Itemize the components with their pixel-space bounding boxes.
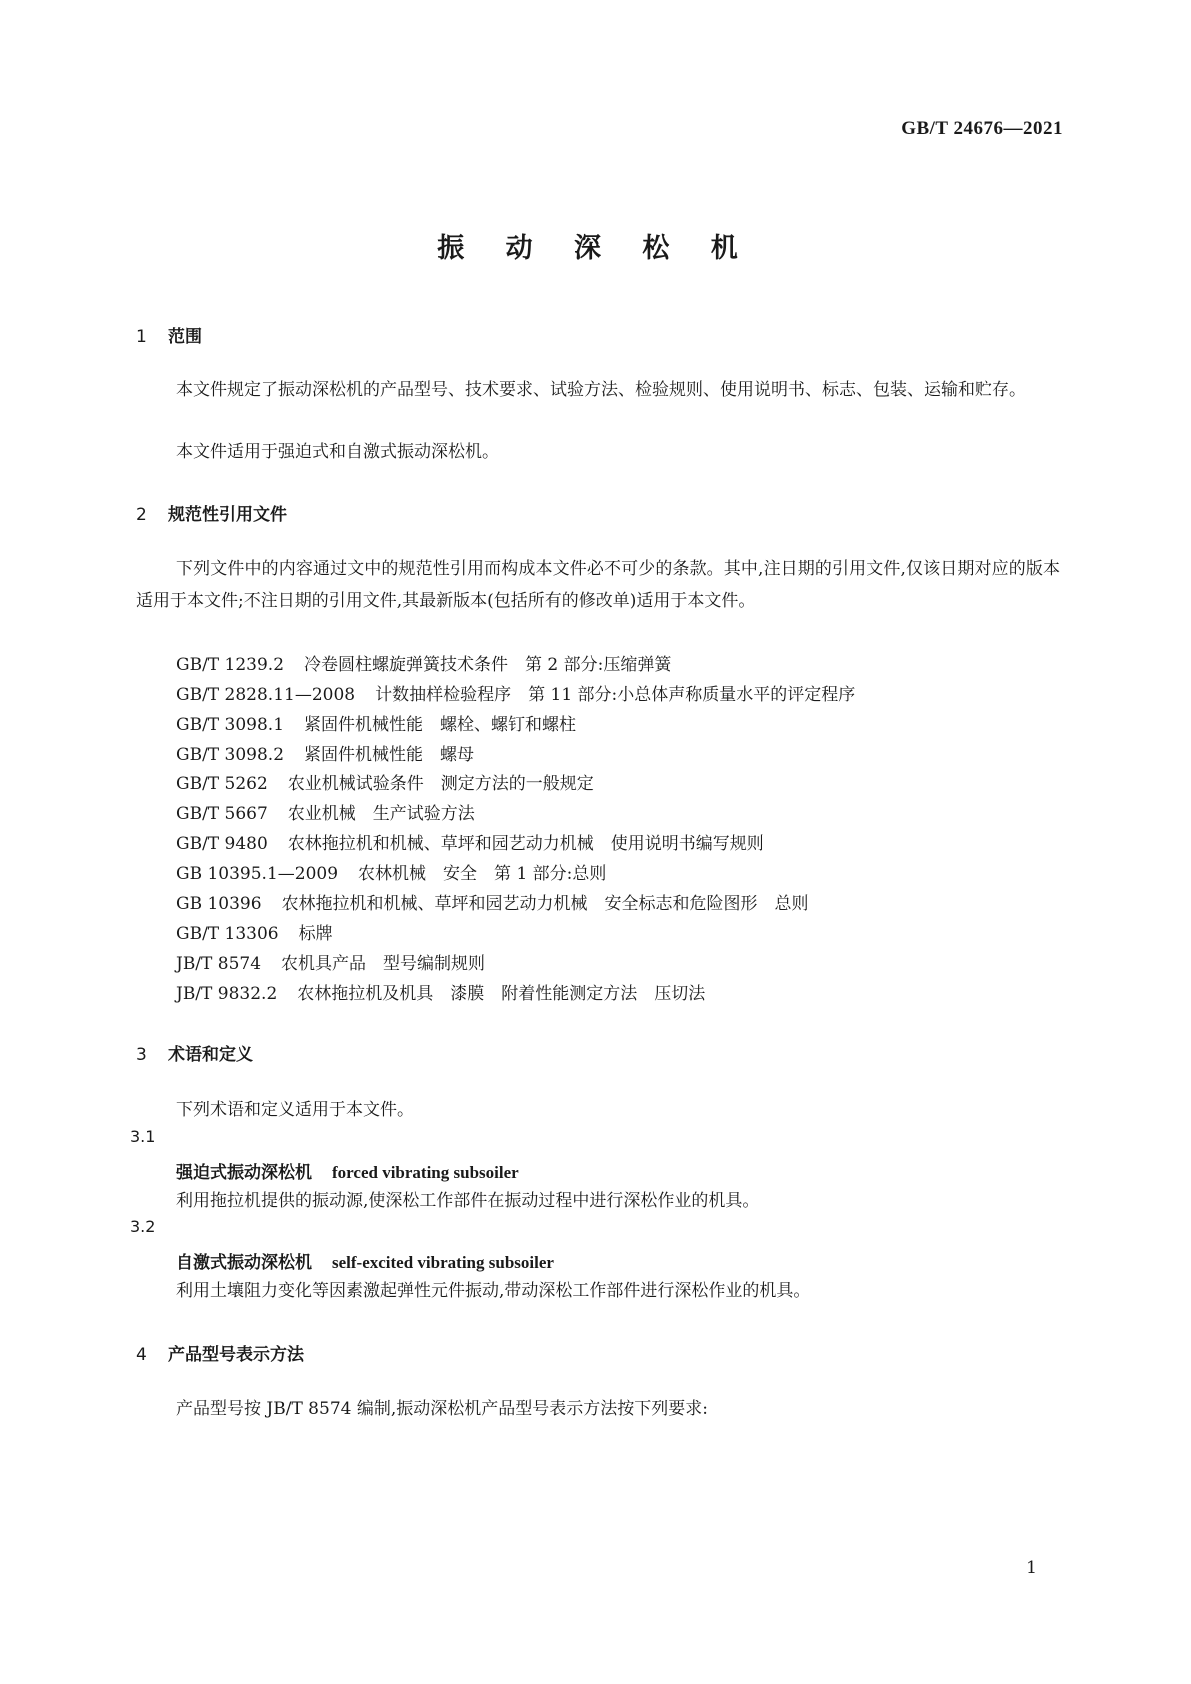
reference-title: 紧固件机械性能 螺母 — [304, 745, 475, 765]
terms-intro: 下列术语和定义适用于本文件。 — [176, 1100, 414, 1120]
reference-code: GB 10395.1—2009 — [176, 864, 339, 884]
term-number: 3.1 — [130, 1127, 156, 1146]
reference-title: 农林拖拉机及机具 漆膜 附着性能测定方法 压切法 — [297, 984, 706, 1004]
reference-item — [176, 769, 594, 794]
reference-title: 农林机械 安全 第 1 部分:总则 — [358, 864, 607, 884]
term-definition: 利用土壤阻力变化等因素激起弹性元件振动,带动深松工作部件进行深松作业的机具。 — [176, 1281, 811, 1301]
reference-title: 农林拖拉机和机械、草坪和园艺动力机械 安全标志和危险图形 总则 — [281, 894, 809, 914]
standard-number: GB/T 24676—2021 — [901, 118, 1063, 139]
model-intro: 产品型号按 JB/T 8574 编制,振动深松机产品型号表示方法按下列要求: — [176, 1399, 708, 1419]
scope-paragraph-1: 本文件规定了振动深松机的产品型号、技术要求、试验方法、检验规则、使用说明书、标志、包装、运输和贮存。 — [176, 380, 1026, 400]
reference-code: JB/T 8574 — [176, 954, 262, 974]
term-heading — [176, 1248, 554, 1273]
section-number: 4 — [136, 1345, 147, 1365]
section-title: 产品型号表示方法 — [168, 1345, 304, 1365]
normative-references-intro: 下列文件中的内容通过文中的规范性引用而构成本文件必不可少的条款。其中,注日期的引用文件,仅该日期对应的版本适用于本文件;不注日期的引用文件,其最新版本(包括所有的修改单)适用于本文件。 — [136, 559, 1060, 611]
reference-item — [176, 680, 855, 705]
reference-title: 计数抽样检验程序 第 11 部分:小总体声称质量水平的评定程序 — [375, 685, 856, 705]
reference-code: GB/T 3098.2 — [176, 745, 285, 765]
reference-item — [176, 710, 576, 735]
reference-code: GB/T 1239.2 — [176, 655, 285, 675]
reference-code: GB/T 5667 — [176, 804, 268, 824]
term-english: self-excited vibrating subsoiler — [332, 1253, 554, 1272]
reference-item — [176, 979, 705, 1004]
section-title: 范围 — [168, 327, 202, 347]
reference-code: GB/T 9480 — [176, 834, 268, 854]
reference-code: GB/T 2828.11—2008 — [176, 685, 356, 705]
reference-code: GB/T 5262 — [176, 774, 268, 794]
section-1-heading — [136, 322, 202, 347]
reference-item — [176, 949, 485, 974]
reference-item — [176, 650, 671, 675]
reference-code: GB/T 3098.1 — [176, 715, 285, 735]
term-english: forced vibrating subsoiler — [332, 1163, 519, 1182]
reference-item — [176, 889, 809, 914]
reference-title: 农机具产品 型号编制规则 — [281, 954, 486, 974]
section-title: 术语和定义 — [168, 1045, 253, 1065]
reference-title: 农业机械 生产试验方法 — [287, 804, 475, 824]
reference-item — [176, 740, 474, 765]
section-2-heading — [136, 500, 287, 525]
term-heading — [176, 1158, 519, 1183]
reference-code: GB 10396 — [176, 894, 262, 914]
term-number: 3.2 — [130, 1217, 156, 1236]
term-chinese: 强迫式振动深松机 — [176, 1163, 312, 1183]
reference-title: 标牌 — [298, 924, 333, 944]
section-number: 1 — [136, 327, 147, 347]
section-number: 2 — [136, 505, 147, 525]
reference-title: 紧固件机械性能 螺栓、螺钉和螺柱 — [304, 715, 577, 735]
term-definition: 利用拖拉机提供的振动源,使深松工作部件在振动过程中进行深松作业的机具。 — [176, 1191, 760, 1211]
section-title: 规范性引用文件 — [168, 505, 287, 525]
reference-code: GB/T 13306 — [176, 924, 279, 944]
term-chinese: 自激式振动深松机 — [176, 1253, 312, 1273]
reference-title: 农林拖拉机和机械、草坪和园艺动力机械 使用说明书编写规则 — [287, 834, 764, 854]
section-4-heading — [136, 1340, 304, 1365]
reference-item — [176, 799, 475, 824]
page-number: 1 — [1026, 1558, 1037, 1578]
document-title: 振 动 深 松 机 — [437, 233, 754, 264]
reference-item — [176, 829, 764, 854]
section-number: 3 — [136, 1045, 147, 1065]
scope-paragraph-2: 本文件适用于强迫式和自激式振动深松机。 — [176, 442, 499, 462]
reference-title: 农业机械试验条件 测定方法的一般规定 — [287, 774, 594, 794]
reference-item — [176, 919, 333, 944]
reference-title: 冷卷圆柱螺旋弹簧技术条件 第 2 部分:压缩弹簧 — [304, 655, 672, 675]
reference-code: JB/T 9832.2 — [176, 984, 278, 1004]
section-3-heading — [136, 1040, 253, 1065]
reference-item — [176, 859, 606, 884]
